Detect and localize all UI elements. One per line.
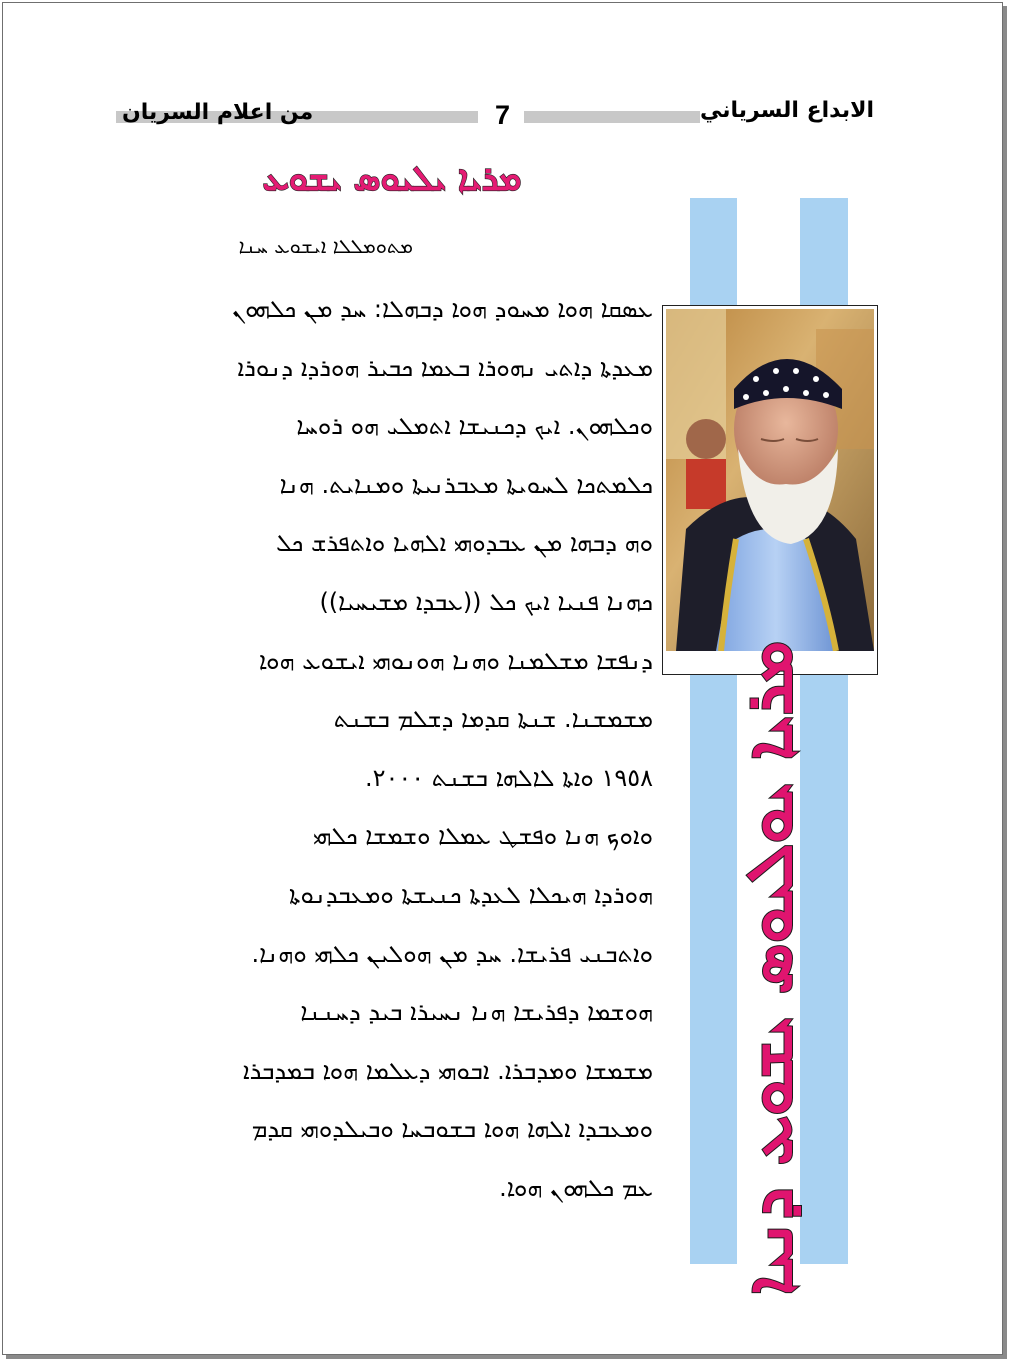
- body-line: ܡܫܡܫܐ ܘܡܕܒܪܐ. ܐܒܘܗܝ ܕܥܠܡܐ ܗܘܐ ܒܡܕܒܪܐ: [242, 1056, 653, 1085]
- frame-shadow: [6, 1355, 1007, 1359]
- body-line: ܘܡܥܒܕܐ ܐܠܗܐ ܗܘܐ ܒܫܘܒܚܐ ܘܒܝܠܕܘܗܝ ܩܕܡ: [251, 1115, 653, 1144]
- body-line: ܘܟܠܗܘܢ. ܐܝܟ ܕܟܢܝܫܐ ܐܬܡܠܝ ܗܘ ܪܘܚܐ: [296, 412, 653, 441]
- body-line: ܥܣܩܐ ܗܘܐ ܡܚܘܕ ܗܘܐ ܕܒܗܠܐ: ܚܕ ܡܢ ܟܠܗܘܢ: [232, 295, 653, 323]
- article-title-text: ܡܪܝܐ ܝܠܝܘܣ ܝܫܘܥ: [262, 159, 522, 199]
- body-line: ܗܘܪܕܐ ܗܝܟܠܐ ܠܥܕܬܐ ܟܢܝܫܬܐ ܘܡܥܒܕܢܘܬܐ: [289, 880, 653, 909]
- body-line: ܟܠܡܬܟܐ ܠܚܘܝܬܐ ܡܥܒܪܢܝܬܐ ܘܡܢܐܝܬ. ܗܢܐ: [279, 470, 653, 499]
- header-left-title: من اعلام السريان: [122, 100, 314, 125]
- page-number: 7: [495, 100, 511, 130]
- header-right-title: الابداع السرياني: [700, 98, 875, 123]
- body-line: ܡܥܕܬܐ ܕܐܬܝ ܢܗܘܪܐ ܒܥܡܐ ܟܒܝܪ ܗܘܪܕܐ ܕܢܘܪܐ: [237, 353, 653, 382]
- body-line: ܘܐܘܟ ܗܢܐ ܘܦܫܛ ܥܡܠܐ ܘܫܡܫܐ ܟܠܗܝ: [313, 822, 653, 851]
- vertical-title: [680, 641, 860, 1295]
- body-line: ܘܗ ܕܒܗܐ ܡܢ ܥܒܕܘܗܝ ܐܠܗܝܐ ܘܐܬܦܪܫ ܟܠ: [276, 529, 653, 558]
- article-body: [125, 280, 653, 1218]
- body-line: ܡܫܡܫܢܐ. ܫܢܬܐ ܩܕܡܐ ܕܫܠܡ ܒܫܢܬ: [333, 705, 653, 734]
- photo-frame: [662, 305, 878, 675]
- article-title: [172, 153, 612, 205]
- body-line: ܕܢܦܫܐ ܡܫܠܡܢܐ ܘܗܢܐ ܗܘܢܘܗܝ ܐܝܫܘܥ ܗܘܐ: [258, 646, 653, 675]
- header-rule-right: [524, 111, 700, 123]
- body-line: ܟܗܢܐ ܦܢܝܐ ܐܝܟ ܟܠ ((ܥܒܕܐ ܡܫܝܚܝܐ)): [319, 587, 653, 616]
- vertical-title-text: ܡܪܝܐ ܝܘܠܝܘܣ ܝܫܘܥ ܕܢܝܐ: [733, 641, 807, 1295]
- article-byline: ܡܬܘܡܠܠܐ ܐܝܫܘܥ ܚܢܐ: [238, 234, 413, 258]
- bishop-portrait-photo: [666, 309, 874, 651]
- body-line: ܗܘܫܡܐ ܕܦܪܝܫܐ ܗܢܐ ܢܚܝܪܐ ܒܝܕ ܕܚܢܢܐ: [300, 998, 653, 1027]
- body-line: ܘܐܬܒܢܝ ܦܪܝܫܐ. ܚܕ ܡܢ ܗܘܠܝܢ ܟܠܗܝ ܘܗܢܐ.: [251, 939, 653, 968]
- body-line: ١٩٥٨ ܘܐܬܐ ܠܐܠܗܐ ܒܫܢܬ ٢٠٠٠.: [364, 763, 653, 792]
- body-line: ܥܡ ܟܠܗܘܢ ܗܘܐ.: [499, 1173, 653, 1202]
- frame-shadow: [1003, 6, 1007, 1359]
